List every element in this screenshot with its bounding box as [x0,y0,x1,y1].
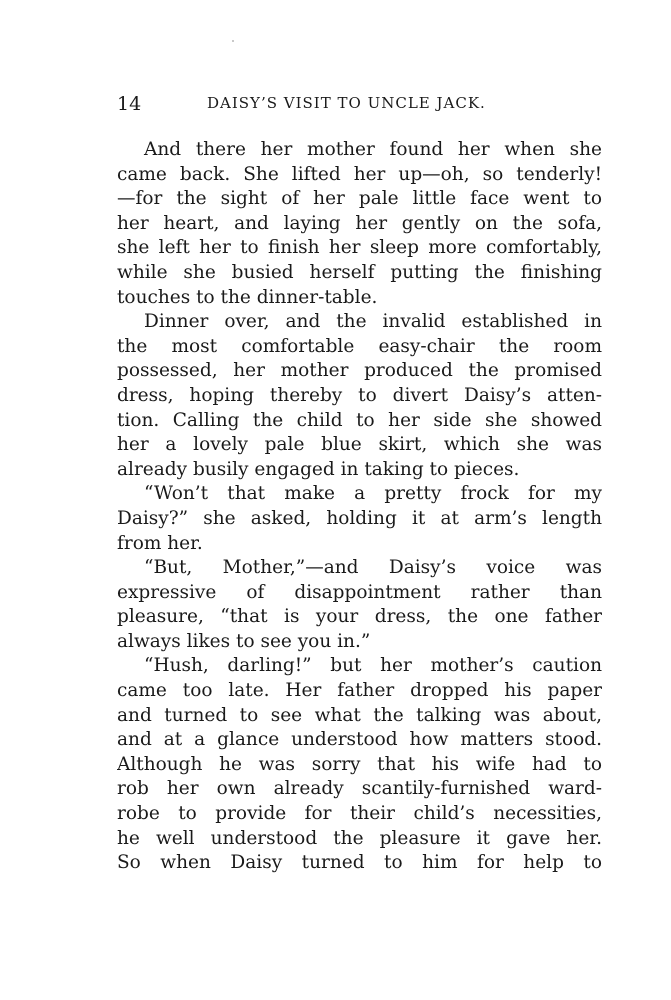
text-line: and turned to see what the talking was about, [117,704,602,726]
text-line: and at a glance understood how matters stood. [117,729,602,751]
text-line: —for the sight of her pale little face went to [117,188,602,210]
text-line: tion. Calling the child to her side she showed [117,409,602,431]
paper-speck [232,40,234,42]
text-line: “Hush, darling!” but her mother’s caution [144,655,602,677]
page-number: 14 [117,93,142,115]
text-line: So when Daisy turned to him for help to [117,852,602,874]
text-line: while she busied herself putting the finishing [117,261,602,283]
text-line: robe to provide for their child’s necessities, [117,803,602,825]
text-line: from her. [117,532,203,554]
text-line: touches to the dinner-table. [117,286,378,308]
text-line: came back. She lifted her up—oh, so tenderly! [117,163,602,185]
text-line: dress, hoping thereby to divert Daisy’s atten- [117,384,602,406]
page-header [117,93,602,119]
text-line: Daisy?” she asked, holding it at arm’s length [117,507,602,529]
body-text [117,138,602,876]
text-line: came too late. Her father dropped his paper [117,680,602,702]
text-line: And there her mother found her when she [144,139,602,160]
text-line: he well understood the pleasure it gave her. [117,827,602,849]
text-line: pleasure, “that is your dress, the one father [117,606,602,628]
text-line: rob her own already scantily-furnished ward- [117,778,602,800]
text-line: expressive of disappointment rather than [117,581,602,603]
text-line: her a lovely pale blue skirt, which she was [117,434,602,456]
text-line: always likes to see you in.” [117,630,371,652]
running-title: DAISY’S VISIT TO UNCLE JACK. [207,94,486,112]
text-line: she left her to finish her sleep more comfortably, [117,237,602,259]
text-line: “But, Mother,”—and Daisy’s voice was [144,557,602,579]
text-line: her heart, and laying her gently on the sofa, [117,212,602,234]
text-line: “Won’t that make a pretty frock for my [144,483,602,505]
text-line: Although he was sorry that his wife had to [117,753,602,775]
text-line: the most comfortable easy-chair the room [117,335,602,357]
text-line: already busily engaged in taking to pieces. [117,458,520,480]
text-line: possessed, her mother produced the promised [117,360,602,382]
text-line: Dinner over, and the invalid established in [144,311,602,333]
